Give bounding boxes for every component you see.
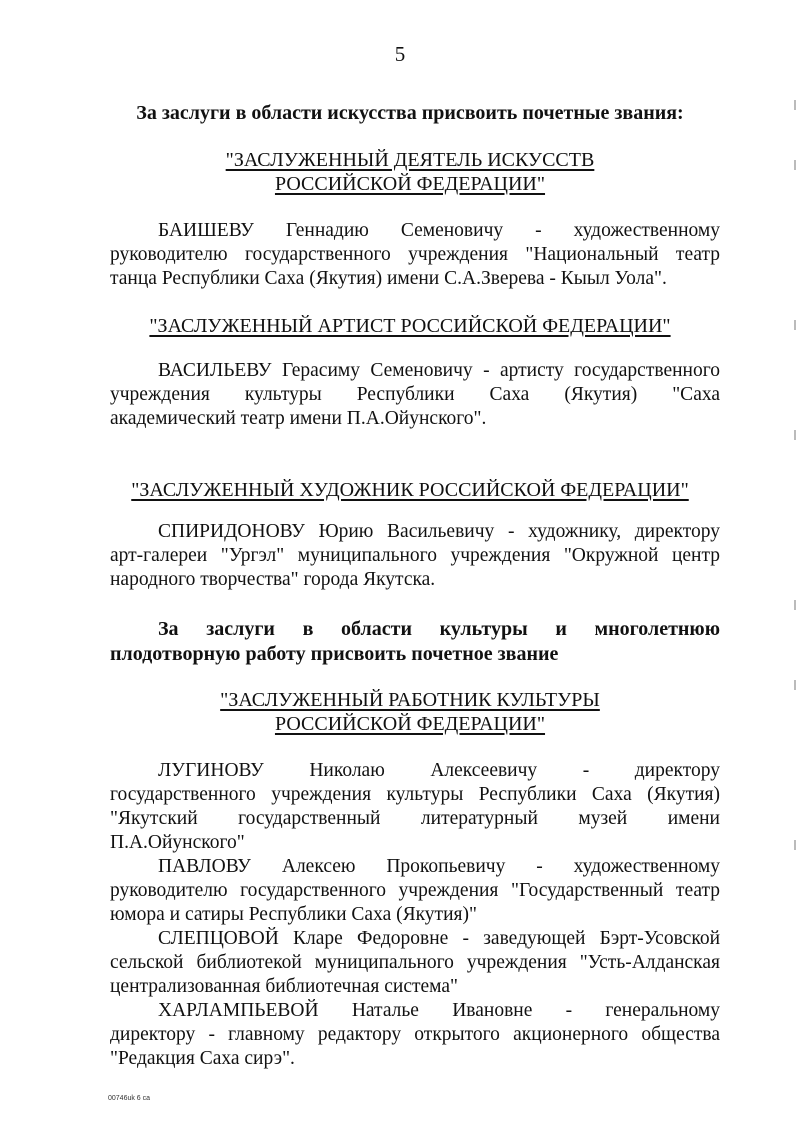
section1-heading: За заслуги в области искусства присвоить почетные звания: [136, 102, 684, 124]
heading-line: За заслуги в области культуры и многолетнюю [158, 618, 720, 640]
title-line: РОССИЙСКОЙ ФЕДЕРАЦИИ" [274, 713, 546, 735]
scan-mark [794, 430, 796, 440]
scan-mark [794, 840, 796, 850]
award-paragraph-sleptsova [110, 927, 720, 999]
paragraph-line: государственного учреждения культуры Республики Саха (Якутия) [110, 784, 720, 805]
paragraph-line: академический театр имени П.А.Ойунского". [110, 408, 487, 429]
award-paragraph-baishev [110, 219, 720, 291]
paragraph-line: П.А.Ойунского" [110, 832, 245, 853]
paragraph-line: арт-галереи "Ургэл" муниципального учреждения "Окружной центр [110, 545, 720, 566]
paragraph-line: ЛУГИНОВУ Николаю Алексеевичу - директору [158, 760, 720, 781]
paragraph-line: руководителю государственного учреждения "Государственный театр [110, 880, 720, 901]
page-number: 5 [394, 42, 406, 66]
title-line: РОССИЙСКОЙ ФЕДЕРАЦИИ" [274, 173, 546, 195]
scan-mark [794, 160, 796, 170]
paragraph-line: БАИШЕВУ Геннадию Семеновичу - художественному [158, 220, 720, 241]
title-honored-artist [100, 314, 720, 338]
paragraph-line: юмора и сатиры Республики Саха (Якутия)" [110, 904, 477, 925]
paragraph-line: СПИРИДОНОВУ Юрию Васильевичу - художнику, директору [158, 521, 720, 542]
paragraph-line: "Якутский государственный литературный музей имени [110, 808, 720, 829]
paragraph-line: ВАСИЛЬЕВУ Герасиму Семеновичу - артисту государственного [158, 360, 720, 381]
paragraph-line: ХАРЛАМПЬЕВОЙ Наталье Ивановне - генеральному [158, 1000, 720, 1021]
award-paragraph-vasiliev [110, 359, 720, 431]
paragraph-line: централизованная библиотечная система" [110, 976, 458, 997]
section2-heading [110, 617, 720, 667]
paragraph-line: учреждения культуры Республики Саха (Якутия) "Саха [110, 384, 720, 405]
title-line: "ЗАСЛУЖЕННЫЙ ДЕЯТЕЛЬ ИСКУССТВ [225, 149, 595, 171]
scan-margin-marks [790, 80, 796, 1080]
title-line: "ЗАСЛУЖЕННЫЙ РАБОТНИК КУЛЬТУРЫ [220, 689, 600, 711]
award-paragraph-pavlov [110, 855, 720, 927]
title-honored-painter [100, 478, 720, 502]
award-paragraph-luginov [110, 759, 720, 855]
title-honored-art-worker [100, 148, 720, 196]
paragraph-line: ПАВЛОВУ Алексею Прокопьевичу - художественному [158, 856, 720, 877]
paragraph-line: СЛЕПЦОВОЙ Кларе Федоровне - заведующей Бэрт-Усовской [158, 928, 720, 949]
award-paragraph-spiridonov [110, 520, 720, 592]
paragraph-line: "Редакция Саха сирэ". [110, 1048, 295, 1069]
paragraph-line: директору - главному редактору открытого акционерного общества [110, 1024, 720, 1045]
document-code: 00746uk 6 ca [108, 1095, 151, 1102]
award-paragraph-kharlampieva [110, 999, 720, 1071]
scan-mark [794, 600, 796, 610]
title-line: "ЗАСЛУЖЕННЫЙ АРТИСТ РОССИЙСКОЙ ФЕДЕРАЦИИ" [149, 315, 671, 337]
paragraph-line: танца Республики Саха (Якутия) имени С.А.Зверева - Кыыл Уола". [110, 268, 667, 289]
scan-mark [794, 320, 796, 330]
heading-line: плодотворную работу присвоить почетное звание [110, 643, 559, 665]
title-line: "ЗАСЛУЖЕННЫЙ ХУДОЖНИК РОССИЙСКОЙ ФЕДЕРАЦИИ" [131, 479, 689, 501]
paragraph-line: сельской библиотекой муниципального учреждения "Усть-Алданская [110, 952, 720, 973]
paragraph-line: руководителю государственного учреждения "Национальный театр [110, 244, 720, 265]
scan-mark [794, 100, 796, 110]
title-honored-culture-worker [100, 688, 720, 736]
paragraph-line: народного творчества" города Якутска. [110, 569, 436, 590]
scan-mark [794, 680, 796, 690]
